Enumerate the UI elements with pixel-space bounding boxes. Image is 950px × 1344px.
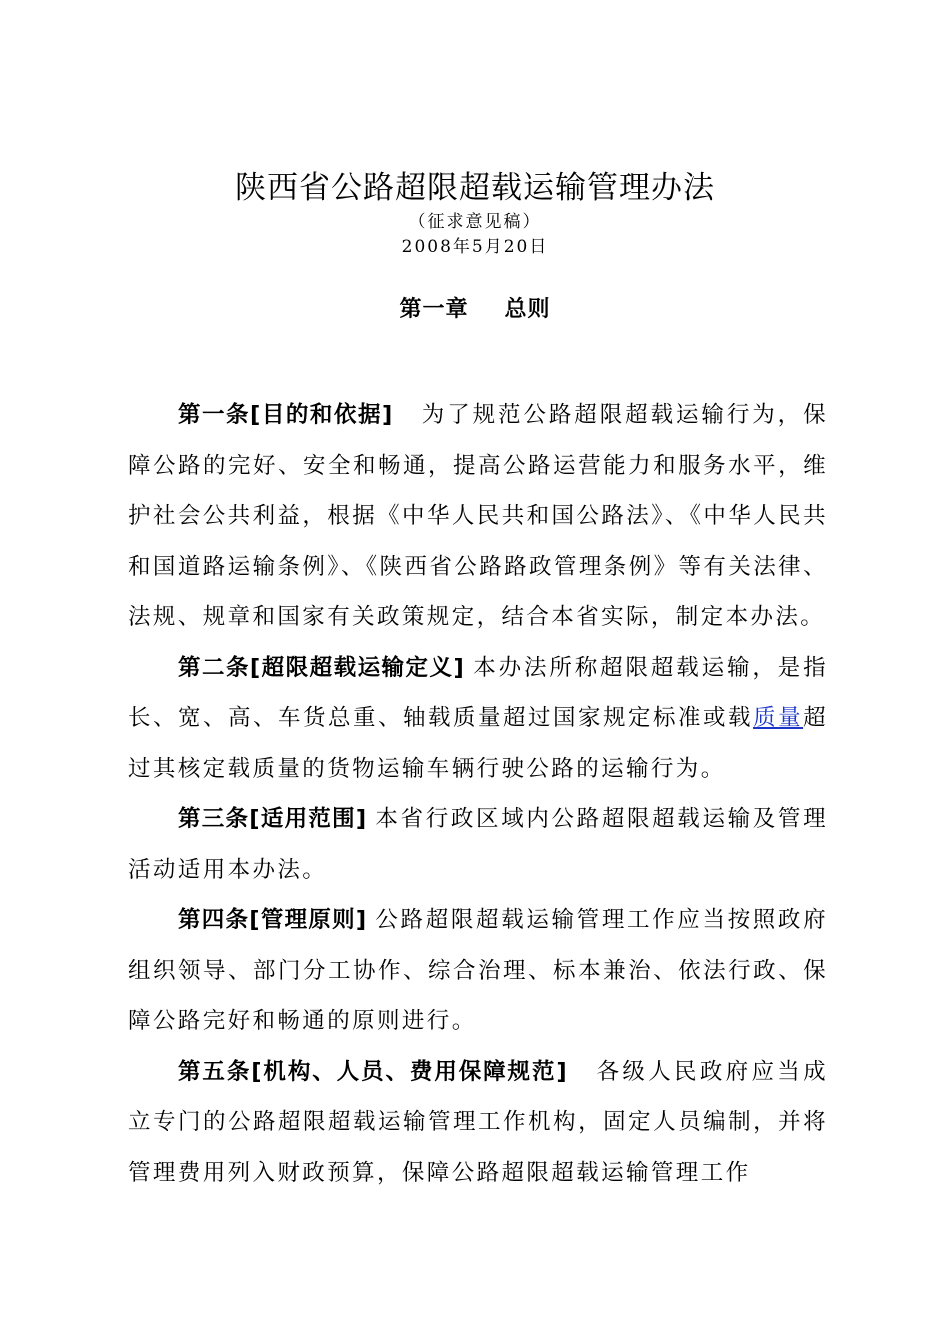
- article-4: [128, 895, 828, 1047]
- chapter-heading: [0, 294, 950, 326]
- chapter-name: 总则: [504, 297, 551, 322]
- article-heading: 第四条[管理原则]: [178, 907, 368, 933]
- document-subtitle: （征求意见稿）: [408, 212, 542, 232]
- document-title: 陕西省公路超限超载运输管理办法: [235, 170, 715, 206]
- article-heading: 第五条[机构、人员、费用保障规范]: [178, 1058, 568, 1085]
- article-heading: 第三条[适用范围]: [178, 806, 368, 832]
- article-text: 公路超限超载运输管理工作应当按照政府组织领导、部门分工协作、综合治理、标本兼治、依法行政、保障公路完好和畅通的原则进行。: [128, 907, 828, 1034]
- article-text: 各级人民政府应当成立专门的公路超限超载运输管理工作机构，固定人员编制，并将管理费用列入财政预算，保障公路超限超载运输管理工作: [128, 1058, 828, 1186]
- article-heading: 第二条[超限超载运输定义]: [178, 654, 465, 681]
- article-link[interactable]: 质量: [753, 705, 804, 731]
- article-1: [128, 390, 828, 643]
- article-3: [128, 794, 828, 895]
- article-text: 本办法所称超限超载运输，是指长、宽、高、车货总重、轴载质量超过国家规定标准或载: [128, 654, 828, 731]
- article-5: [128, 1047, 828, 1199]
- article-2: [128, 643, 828, 795]
- article-text: 为了规范公路超限超载运输行为，保障公路的完好、安全和畅通，提高公路运营能力和服务水平，维护社会公共利益，根据《中华人民共和国公路法》、《中华人民共和国道路运输条例》、《陕西省公路路政管理条例》等有关法律、法规、规章和国家有关政策规定，结合本省实际，制定本办法。: [128, 402, 828, 630]
- document-body: [128, 390, 828, 1198]
- article-text: 超过其核定载质量的货物运输车辆行驶公路的运输行为。: [128, 705, 828, 782]
- chapter-number: 第一章: [399, 297, 469, 322]
- document-date: 2008年5月20日: [401, 237, 549, 257]
- article-text: 本省行政区域内公路超限超载运输及管理活动适用本办法。: [128, 806, 828, 883]
- article-heading: 第一条[目的和依据]: [178, 402, 394, 428]
